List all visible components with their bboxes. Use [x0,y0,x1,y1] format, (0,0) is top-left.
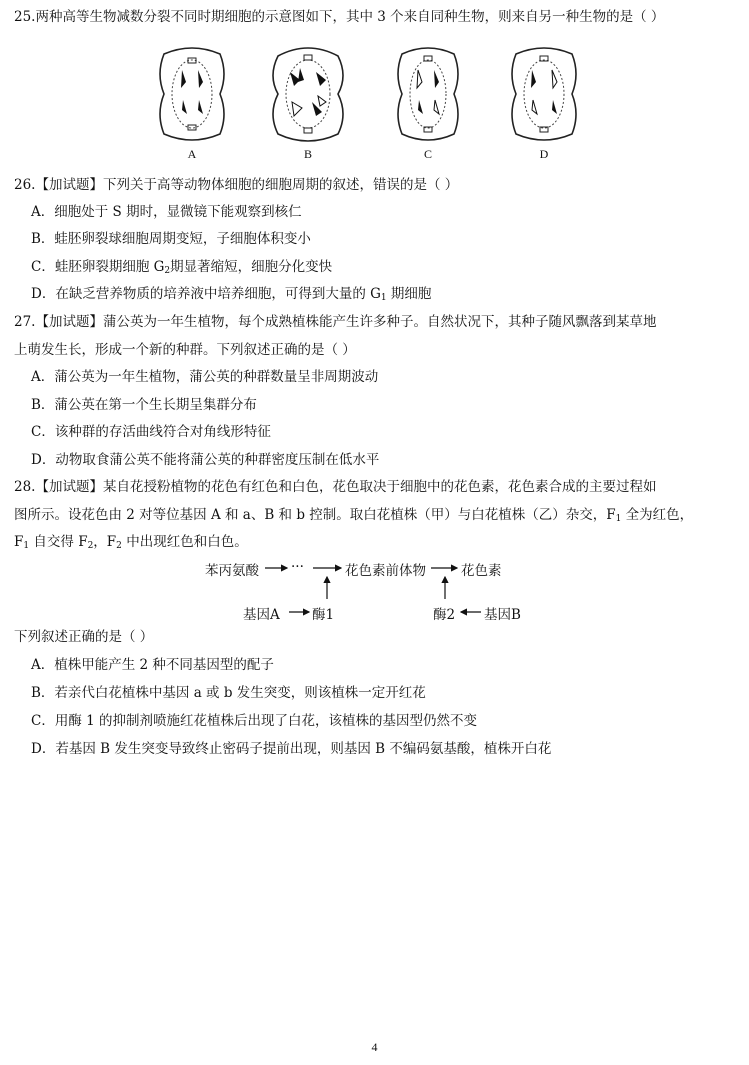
cell-a-image [150,44,234,144]
q26-option-b: B．蛙胚卵裂球细胞周期变短，子细胞体积变小 [31,231,311,247]
q27-stem-line2: 上萌发生长，形成一个新的种群。下列叙述正确的是（ ） [14,342,356,358]
cell-diagram-c [386,44,470,166]
q28-stem-line2-sub: 1 [615,514,622,524]
q26-option-c [31,257,332,277]
q27-option-a: A．蒲公英为一年生植物，蒲公英的种群数量呈非周期波动 [31,369,379,385]
cell-d-image [502,44,586,144]
q28-f1-c-sub: 2 [116,541,122,551]
q27-option-d: D．动物取食蒲公英不能将蒲公英的种群密度压制在低水平 [31,452,380,468]
q28-option-c: C．用酶 1 的抑制剂喷施红花植株后出现了白花，该植株的基因型仍然不变 [31,713,478,729]
q26-option-d-sub: 1 [380,293,387,303]
q26-option-a: A．细胞处于 S 期时，显微镜下能观察到核仁 [31,204,302,220]
q25-cell-diagrams [150,44,590,166]
pathway-ellipsis: ··· [291,559,304,575]
pigment-pathway-diagram [205,557,525,627]
q25-stem: 25.两种高等生物减数分裂不同时期细胞的示意图如下，其中 3 个来自同种生物，则来自另一种生物的是（ ） [14,9,665,25]
cell-c-image [386,44,470,144]
q27-option-c: C．该种群的存活曲线符合对角线形特征 [31,424,271,440]
q28-stem-line2-pre: 图所示。设花色由 2 对等位基因 A 和 a、B 和 b 控制。取白花植株（甲）与白花植株（乙）杂交，F [14,507,616,523]
q28-option-d: D．若基因 B 发生突变导致终止密码子提前出现，则基因 B 不编码氨基酸，植株开白花 [31,741,552,757]
cell-label-d: D [539,147,549,161]
cell-label-c: C [423,147,432,161]
q28-stem-line2 [14,505,693,525]
q28-stem-line3 [14,532,248,552]
q28-f1-c: ，F [93,534,117,550]
q27-stem-line1: 27.【加试题】蒲公英为一年生植物，每个成熟植株能产生许多种子。自然状况下，其种子随风飘落到某草地 [14,314,657,330]
q28-option-b: B．若亲代白花植株中基因 a 或 b 发生突变，则该植株一定开红花 [31,685,426,701]
pathway-precursor: 花色素前体物 [345,563,426,579]
q28-option-a: A．植株甲能产生 2 种不同基因型的配子 [31,657,274,673]
pathway-gene-b: 基因B [484,607,521,623]
q26-stem: 26.【加试题】下列关于高等动物体细胞的细胞周期的叙述，错误的是（ ） [14,177,459,193]
q27-option-b: B．蒲公英在第一个生长期呈集群分布 [31,397,257,413]
q26-option-d-post: 期细胞 [386,286,432,302]
pathway-enzyme-1: 酶1 [312,607,335,623]
pathway-enzyme-2: 酶2 [433,607,456,623]
q28-prompt: 下列叙述正确的是（ ） [14,629,154,645]
q26-option-d-pre: D．在缺乏营养物质的培养液中培养细胞，可得到大量的 G [31,286,381,302]
q26-option-d [31,284,431,304]
q28-f1-a: F [14,534,24,550]
pathway-phenylalanine: 苯丙氨酸 [205,563,259,579]
pathway-pigment: 花色素 [461,563,502,579]
page-number: 4 [371,1040,378,1054]
q28-f1-d: 中出现红色和白色。 [121,534,248,550]
pathway-gene-a: 基因A [243,607,280,623]
cell-diagram-d [502,44,586,166]
cell-diagram-a [150,44,234,166]
cell-label-a: A [187,147,197,161]
q26-option-c-sub: 2 [164,266,171,276]
q28-f1-b: 自交得 F [29,534,88,550]
q28-stem-line1: 28.【加试题】某自花授粉植物的花色有红色和白色，花色取决于细胞中的花色素，花色素合成的主要过程如 [14,479,657,495]
q26-option-c-post: 期显著缩短，细胞分化变快 [170,259,333,275]
q28-f1-a-sub: 1 [23,541,30,551]
cell-diagram-b [266,44,350,166]
q28-f1-b-sub: 2 [87,541,94,551]
q28-stem-line2-post: 全为红色， [621,507,694,523]
cell-b-image [266,44,350,144]
q26-option-c-pre: C．蛙胚卵裂期细胞 G [31,259,165,275]
cell-label-b: B [303,147,312,161]
